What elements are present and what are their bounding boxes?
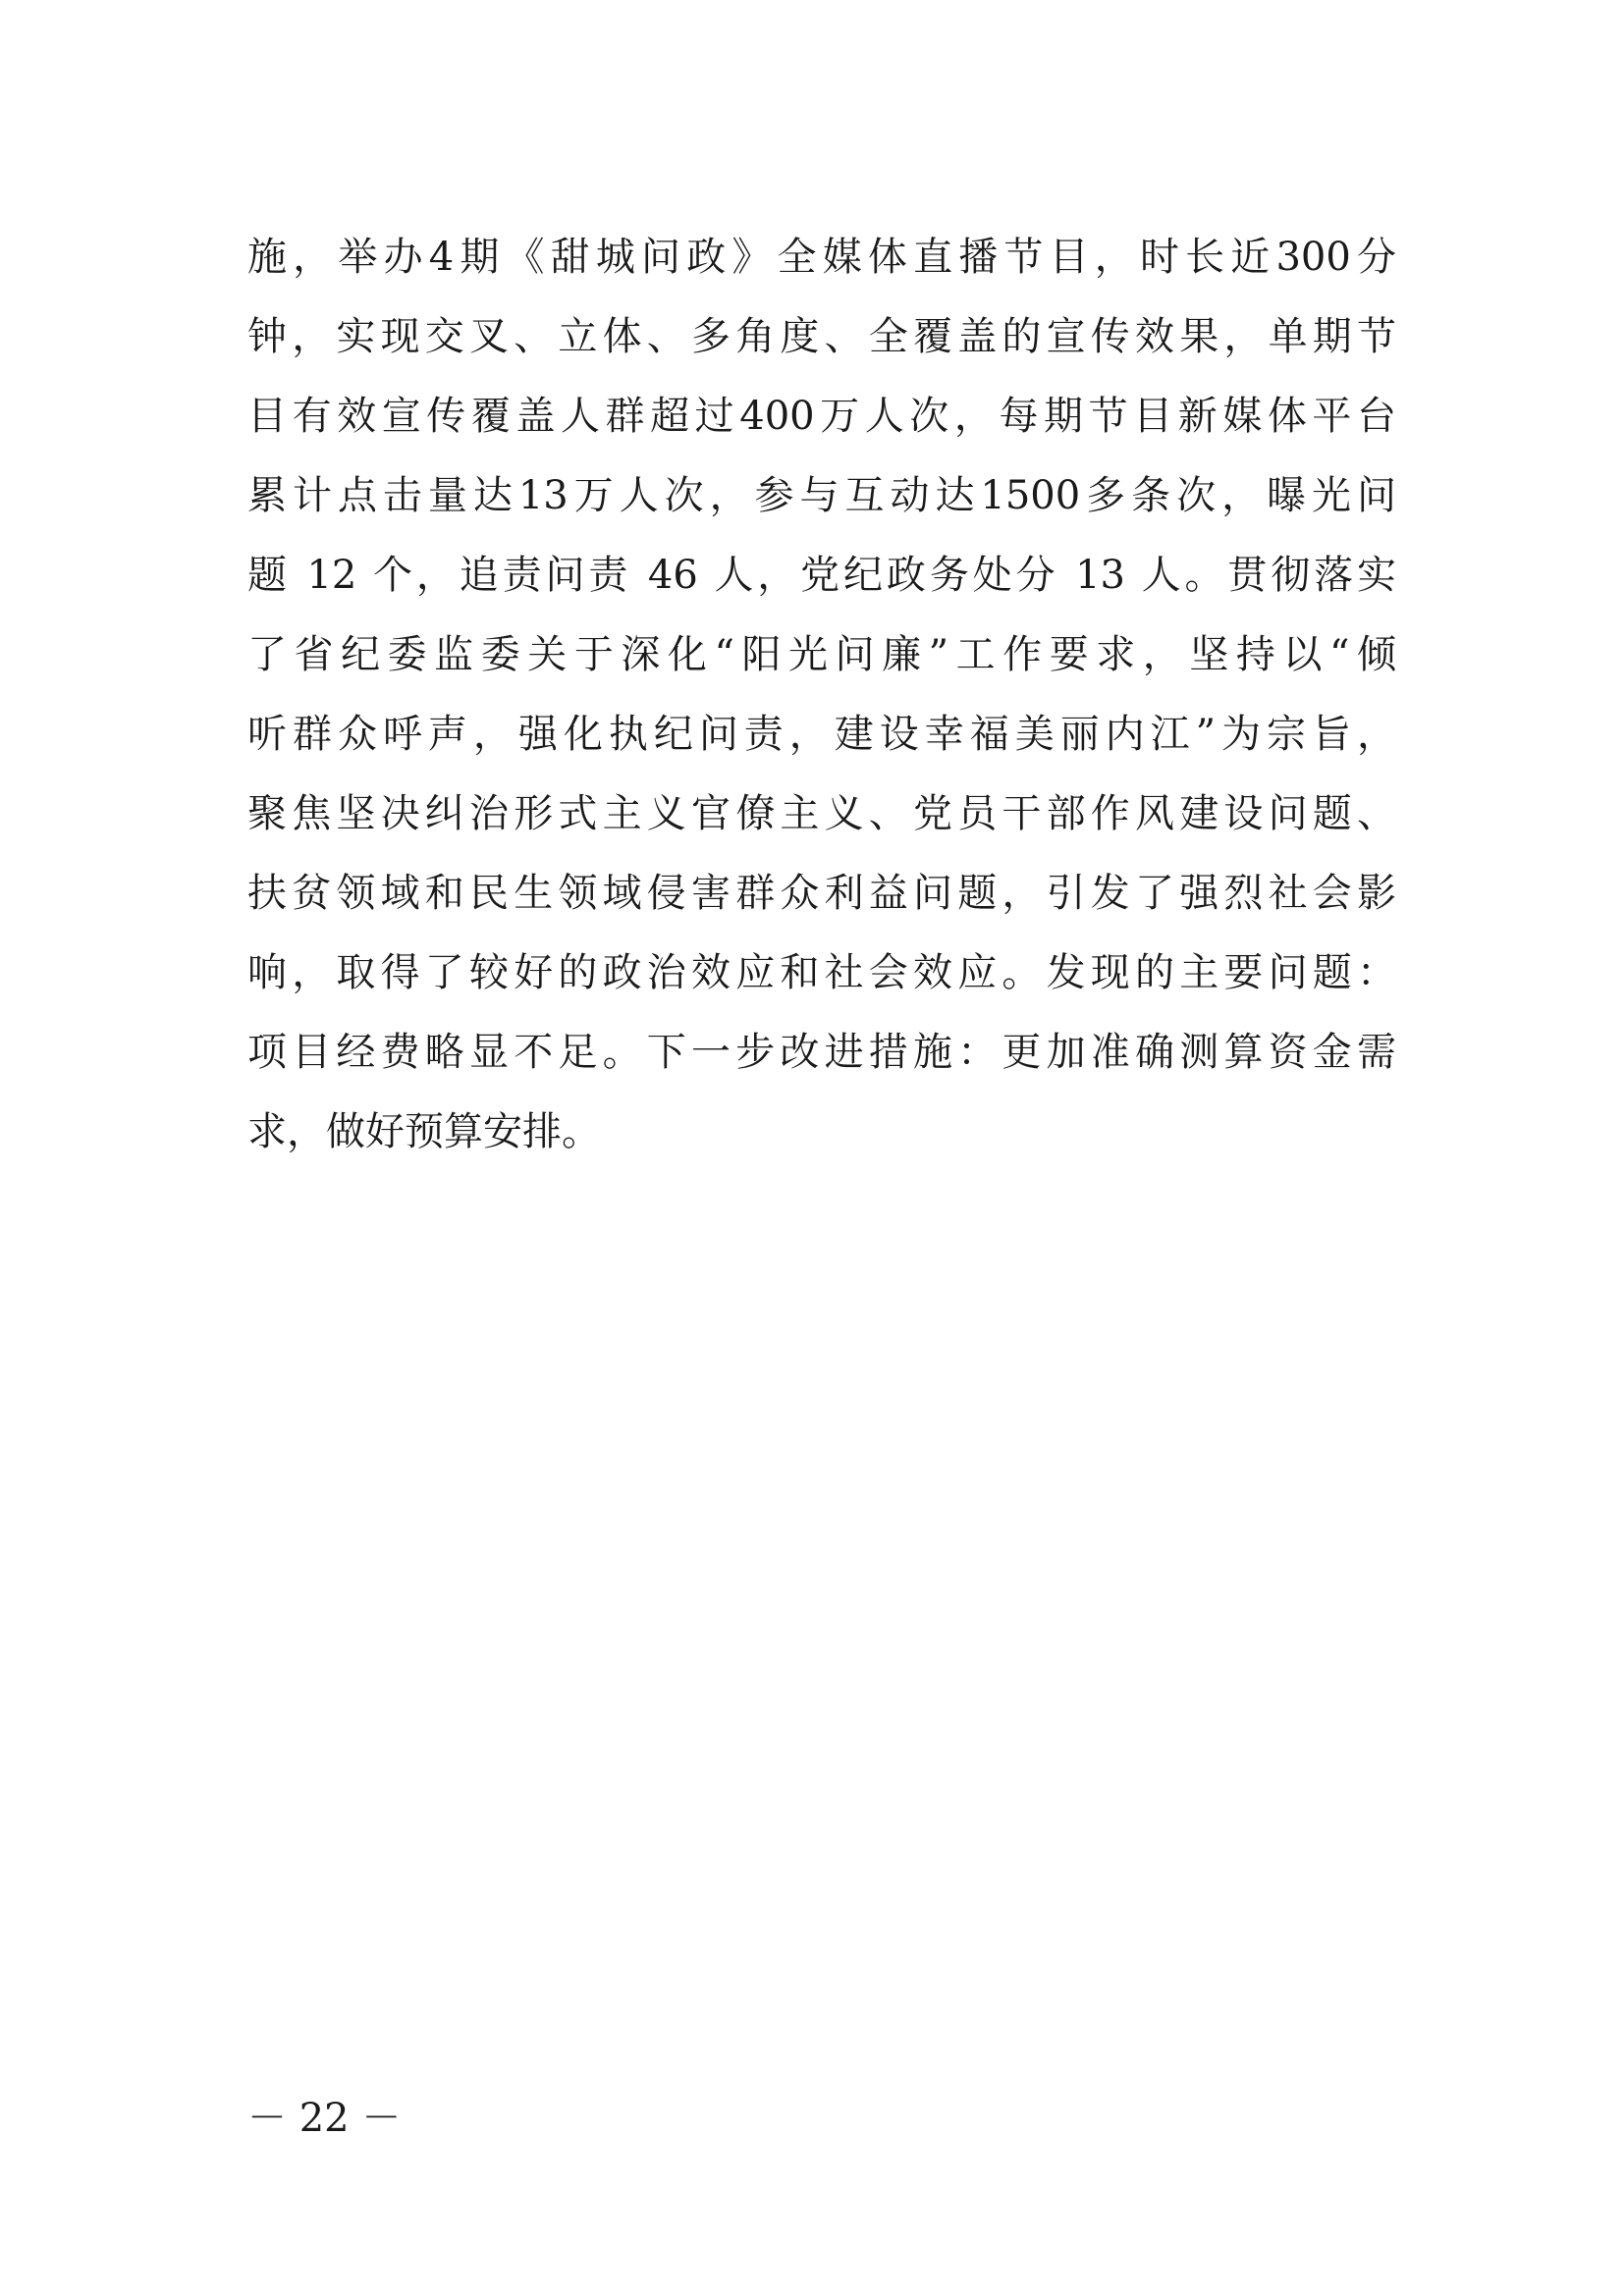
body-paragraph: [247, 218, 1396, 1172]
text-line-7: 听群众呼声，强化执纪问责，建设幸福美丽内江”为宗旨，: [247, 712, 1396, 757]
text-line-10: 响，取得了较好的政治效应和社会效应。发现的主要问题：: [247, 950, 1396, 995]
text-line-1: 施，举办4期《甜城问政》全媒体直播节目，时长近300分: [247, 235, 1396, 280]
text-line-11: 项目经费略显不足。下一步改进措施：更加准确测算资金需: [247, 1030, 1396, 1075]
text-line-4: 累计点击量达13万人次，参与互动达1500多条次，曝光问: [247, 473, 1396, 518]
text-line-2: 钟，实现交叉、立体、多角度、全覆盖的宣传效果，单期节: [247, 314, 1396, 359]
text-line-9: 扶贫领域和民生领域侵害群众利益问题，引发了强烈社会影: [247, 871, 1396, 916]
page-number: － 22 －: [247, 2096, 402, 2141]
text-line-3: 目有效宣传覆盖人群超过400万人次，每期节目新媒体平台: [247, 394, 1396, 439]
text-line-6: 了省纪委监委关于深化“阳光问廉”工作要求，坚持以“倾: [247, 632, 1396, 677]
text-line-5: 题 12 个，追责问责 46 人，党纪政务处分 13 人。贯彻落实: [247, 553, 1396, 598]
text-line-12: 求，做好预算安排。: [247, 1109, 601, 1154]
text-line-8: 聚焦坚决纠治形式主义官僚主义、党员干部作风建设问题、: [247, 791, 1396, 836]
